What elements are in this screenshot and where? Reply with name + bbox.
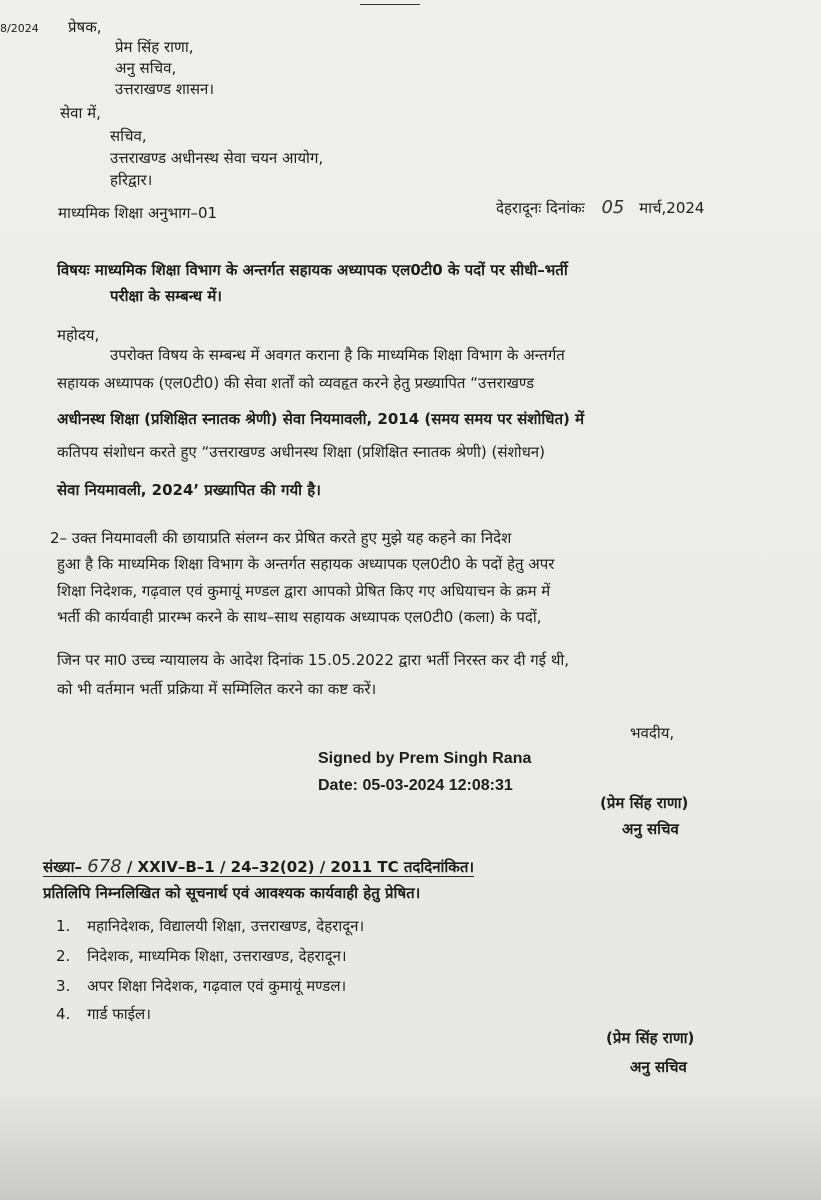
copy-list-item [56,977,346,995]
para2-line: को भी वर्तमान भर्ती प्रक्रिया में सम्मिलित करने का कष्ट करें। [57,680,377,698]
para2-line: हुआ है कि माध्यमिक शिक्षा विभाग के अन्तर्गत सहायक अध्यापक एल0टी0 के पदों हेतु अपर [57,555,555,573]
ref-prefix: संख्या– [43,858,83,876]
subject-line-1: विषयः माध्यमिक शिक्षा विभाग के अन्तर्गत सहायक अध्यापक एल0टी0 के पदों पर सीधी–भर्ती [57,261,568,279]
reference-number [43,858,474,877]
date-month-year: मार्च,2024 [639,199,705,217]
ref-handwritten-number: 678 [87,856,122,877]
copy-list-number: 3. [56,977,71,995]
date-day: 05 [601,197,625,218]
para2-line: 2– उक्त नियमावली की छायाप्रति संलग्न कर प्रेषित करते हुए मुझे यह कहने का निदेश [50,529,512,547]
date-label: देहरादूनः दिनांकः [496,199,585,217]
para1-line: सेवा नियमावली, 2024’ प्रख्यापित की गयी है। [57,481,321,499]
para1-line: अधीनस्थ शिक्षा (प्रशिक्षित स्नातक श्रेणी) सेवा नियमावली, 2014 (समय समय पर संशोधित) में [57,410,585,428]
recipient-city: हरिद्वार। [110,171,153,189]
para1-line: उपरोक्त विषय के सम्बन्ध में अवगत कराना है कि माध्यमिक शिक्षा विभाग के अन्तर्गत [110,346,565,364]
para2-line: शिक्षा निदेशक, गढ़वाल एवं कुमायूं मण्डल द्वारा आपको प्रेषित किए गए अधियाचन के क्रम में [57,582,551,600]
signatory-designation: अनु सचिव [622,820,679,838]
section-name: माध्यमिक शिक्षा अनुभाग–01 [58,204,218,222]
para1-line: सहायक अध्यापक (एल0टी0) की सेवा शर्तों को व्यवहृत करने हेतु प्रख्यापित “उत्तराखण्ड [57,374,535,392]
copy-list-text: महानिदेशक, विद्यालयी शिक्षा, उत्तराखण्ड, देहरादून। [87,917,365,935]
recipient-designation: सचिव, [110,127,147,145]
copy-heading: प्रतिलिपि निम्नलिखित को सूचनार्थ एवं आवश्यक कार्यवाही हेतु प्रेषित। [43,884,421,902]
recipient-office: उत्तराखण्ड अधीनस्थ सेवा चयन आयोग, [110,149,324,167]
top-rule [360,0,420,5]
copy-list-number: 2. [56,947,71,965]
copy-list-text: अपर शिक्षा निदेशक, गढ़वाल एवं कुमायूं मण्डल। [87,977,347,995]
para2-line: जिन पर मा0 उच्च न्यायालय के आदेश दिनांक 15.05.2022 द्वारा भर्ती निरस्त कर दी गई थी, [57,651,570,669]
date-line [496,199,704,217]
copy-list-text: निदेशक, माध्यमिक शिक्षा, उत्तराखण्ड, देहरादून। [87,947,347,965]
copy-list-item [56,917,364,935]
para2-line: भर्ती की कार्यवाही प्रारम्भ करने के साथ–साथ सहायक अध्यापक एल0टी0 (कला) के पदों, [57,608,542,626]
sender-designation: अनु सचिव, [115,59,177,77]
signatory-name: (प्रेम सिंह राणा) [600,794,689,812]
copy-list-number: 1. [56,917,71,935]
copy-list-item [56,947,347,965]
subject-line-2: परीक्षा के सम्बन्ध में। [110,287,222,305]
closing: भवदीय, [630,724,675,742]
top-date: 8/2024 [0,22,39,35]
copy-list-item [56,1005,151,1023]
digital-signature-name: Signed by Prem Singh Rana [318,750,532,767]
copy-list-text: गार्ड फाईल। [87,1005,151,1023]
sender-office: उत्तराखण्ड शासन। [115,80,215,98]
para1-line: कतिपय संशोधन करते हुए “उत्तराखण्ड अधीनस्थ शिक्षा (प्रशिक्षित स्नातक श्रेणी) (संशोधन) [57,443,545,461]
salutation: महोदय, [57,326,100,344]
recipient-label: सेवा में, [60,104,101,122]
digital-signature-date: Date: 05-03-2024 12:08:31 [318,777,513,794]
signatory-designation: अनु सचिव [630,1058,687,1076]
copy-list-number: 4. [56,1005,71,1023]
sender-name: प्रेम सिंह राणा, [115,38,194,56]
sender-label: प्रेषक, [68,18,102,36]
signatory-name: (प्रेम सिंह राणा) [606,1029,695,1047]
ref-suffix: / XXIV–B–1 / 24–32(02) / 2011 TC तददिनांकित। [126,858,475,876]
